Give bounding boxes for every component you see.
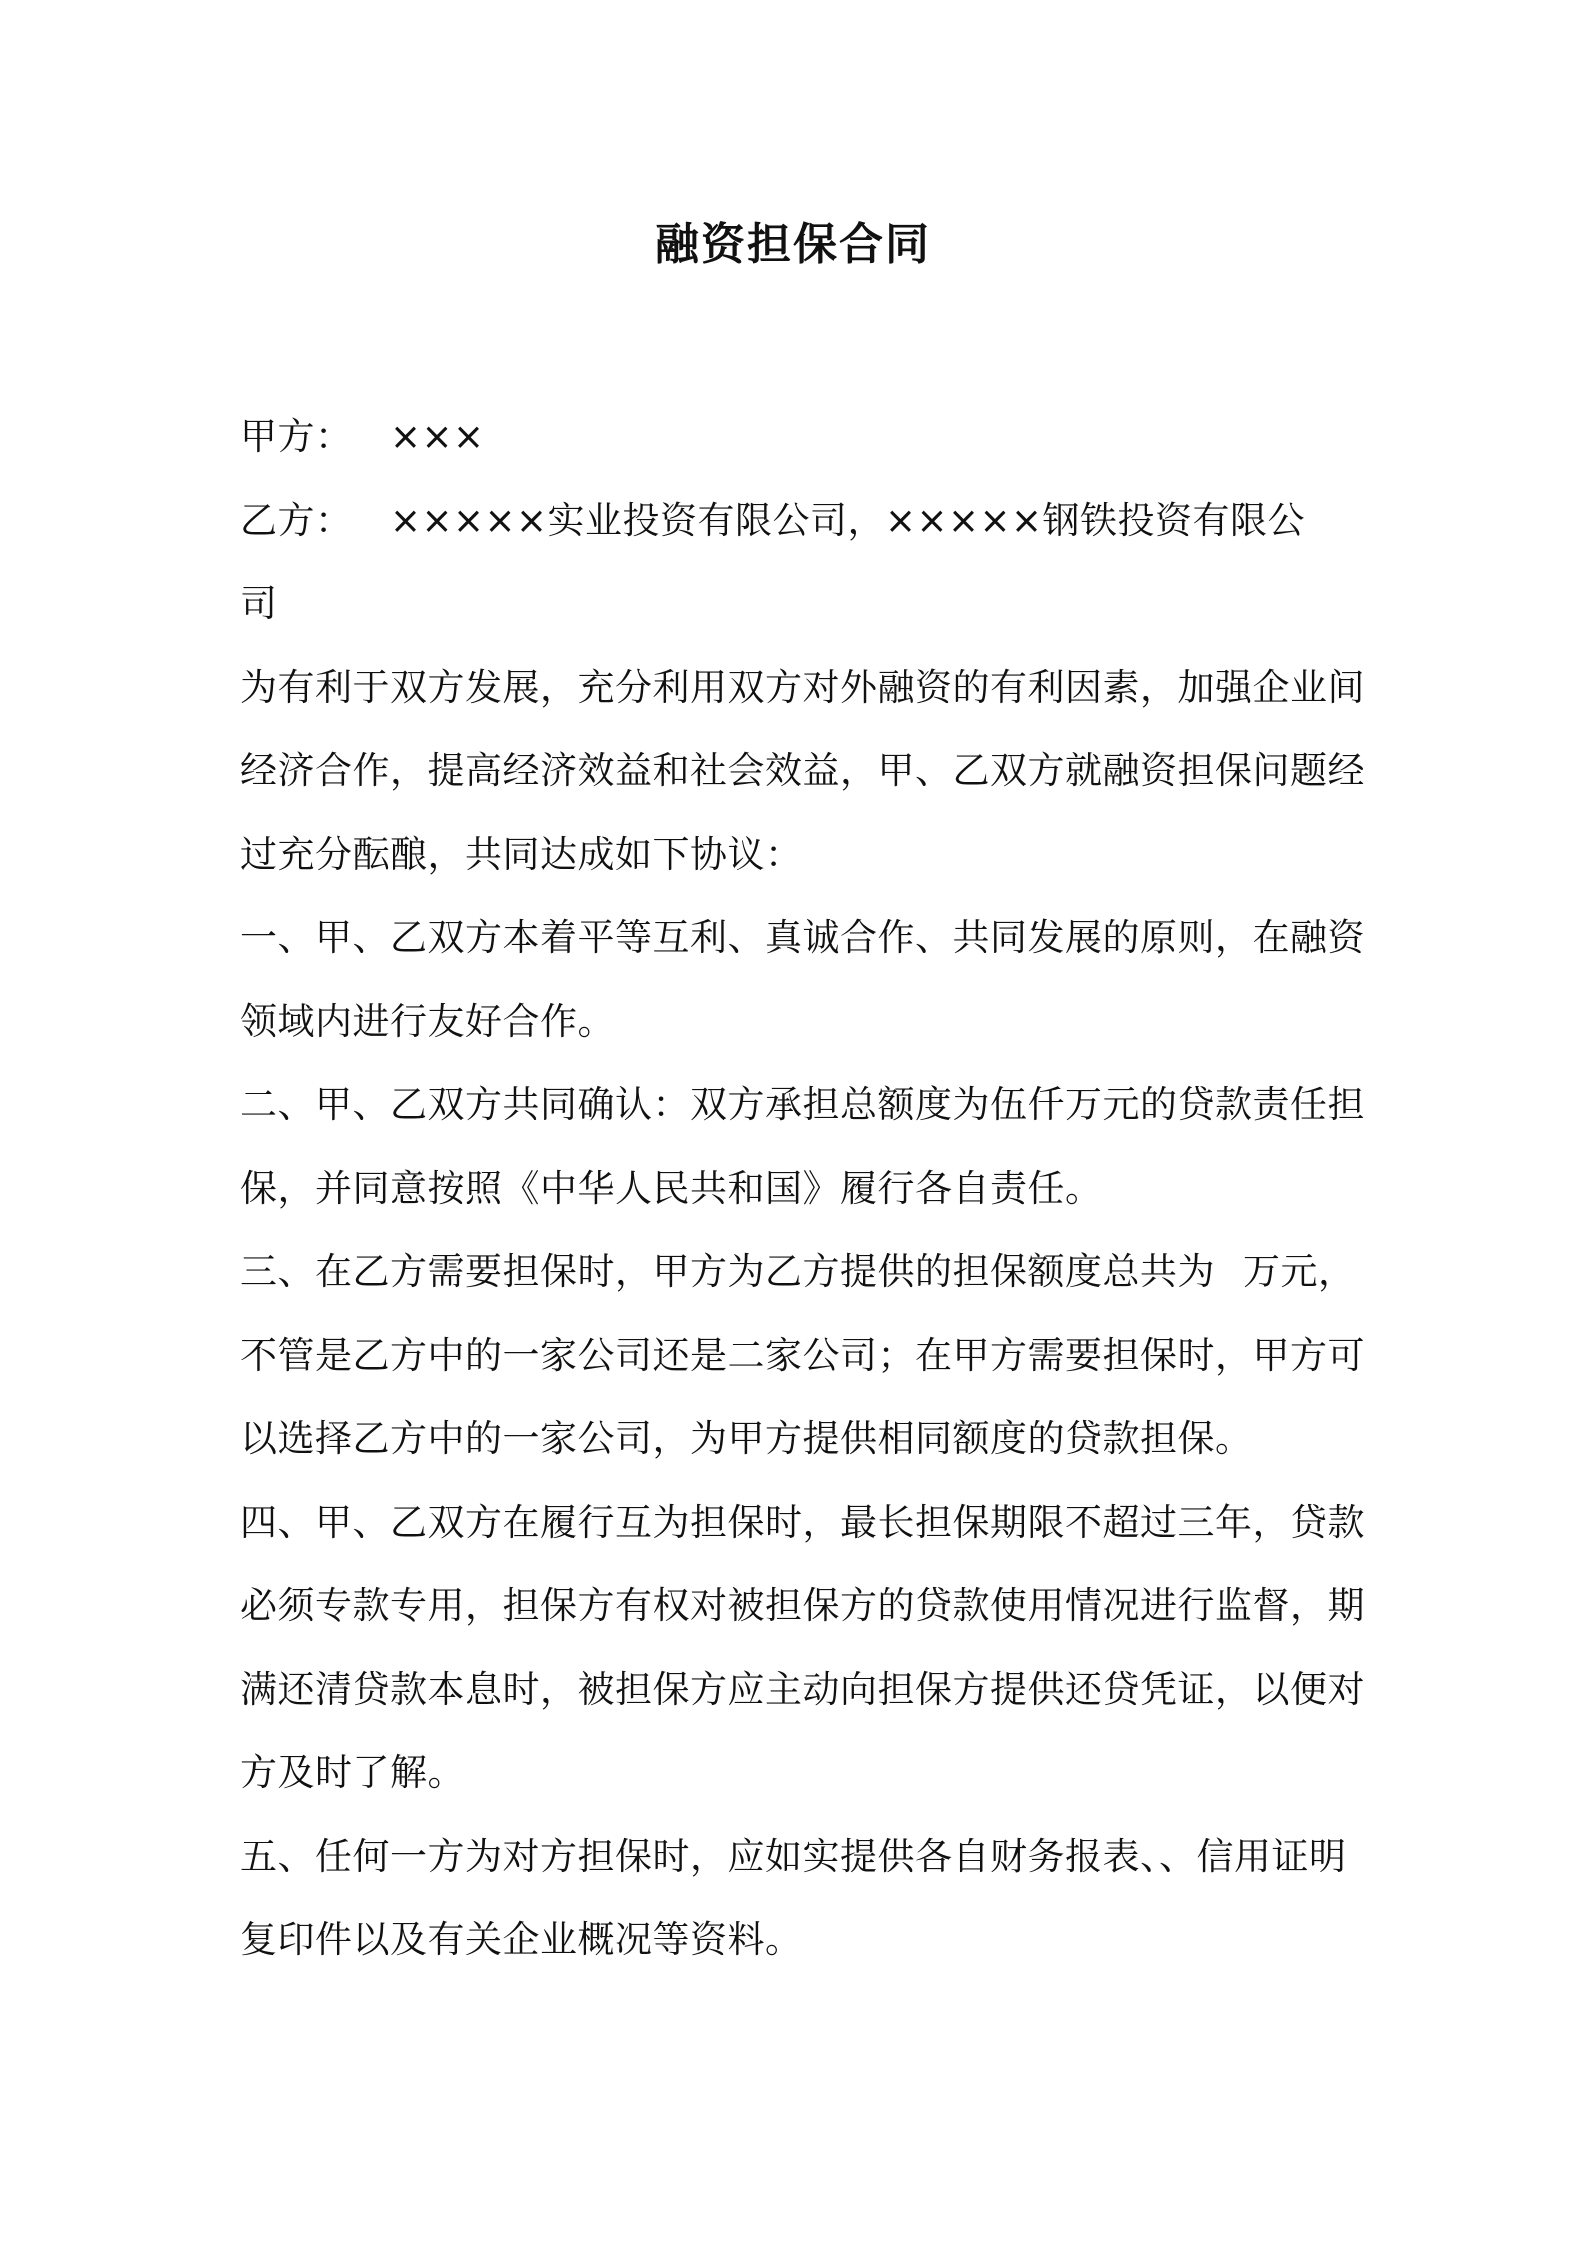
clause-3-line: 不管是乙方中的一家公司还是二家公司；在甲方需要担保时，甲方可	[240, 1333, 1365, 1377]
clause-5-line: 五、任何一方为对方担保时，应如实提供各自财务报表、、信用证明	[240, 1834, 1347, 1878]
clause-4-line: 四、甲、乙双方在履行互为担保时，最长担保期限不超过三年，贷款	[240, 1500, 1365, 1544]
preamble-line: 过充分酝酿，共同达成如下协议：	[240, 832, 803, 876]
clause-3-text-after-blank: 万元，	[1243, 1250, 1356, 1293]
clause-1-line: 领域内进行友好合作。	[240, 999, 615, 1043]
party-a-value: ×××	[390, 415, 485, 458]
preamble-line: 经济合作，提高经济效益和社会效益，甲、乙双方就融资担保问题经	[240, 749, 1365, 792]
party-b-line-continued: 司	[240, 582, 278, 625]
clause-2-line: 保，并同意按照《中华人民共和国》履行各自责任。	[240, 1166, 1103, 1210]
clause-3-text-before-blank: 三、在乙方需要担保时，甲方为乙方提供的担保额度总共为	[240, 1250, 1215, 1293]
document-body	[240, 395, 1365, 1982]
party-b-label: 乙方：	[240, 498, 353, 542]
preamble-line: 为有利于双方发展，充分利用双方对外融资的有利因素，加强企业间	[240, 665, 1365, 709]
party-a-line	[240, 395, 1348, 479]
clause-4-line: 必须专款专用，担保方有权对被担保方的贷款使用情况进行监督，期	[240, 1584, 1365, 1627]
clause-4-line: 方及时了解。	[240, 1751, 465, 1794]
clause-2-line: 二、甲、乙双方共同确认：双方承担总额度为伍仟万元的贷款责任担	[240, 1083, 1365, 1126]
clause-1-line: 一、甲、乙双方本着平等互利、真诚合作、共同发展的原则，在融资	[240, 916, 1365, 959]
document-title: 融资担保合同	[655, 219, 931, 270]
clause-3-line	[240, 1230, 1356, 1314]
party-b-line	[240, 479, 1348, 563]
clause-3-line: 以选择乙方中的一家公司，为甲方提供相同额度的贷款担保。	[240, 1417, 1253, 1460]
party-a-label: 甲方：	[240, 415, 353, 458]
party-b-value: ×××××实业投资有限公司，×××××钢铁投资有限公	[390, 498, 1306, 542]
clause-4-line: 满还清贷款本息时，被担保方应主动向担保方提供还贷凭证，以便对	[240, 1667, 1365, 1711]
clause-5-line: 复印件以及有关企业概况等资料。	[240, 1918, 803, 1961]
